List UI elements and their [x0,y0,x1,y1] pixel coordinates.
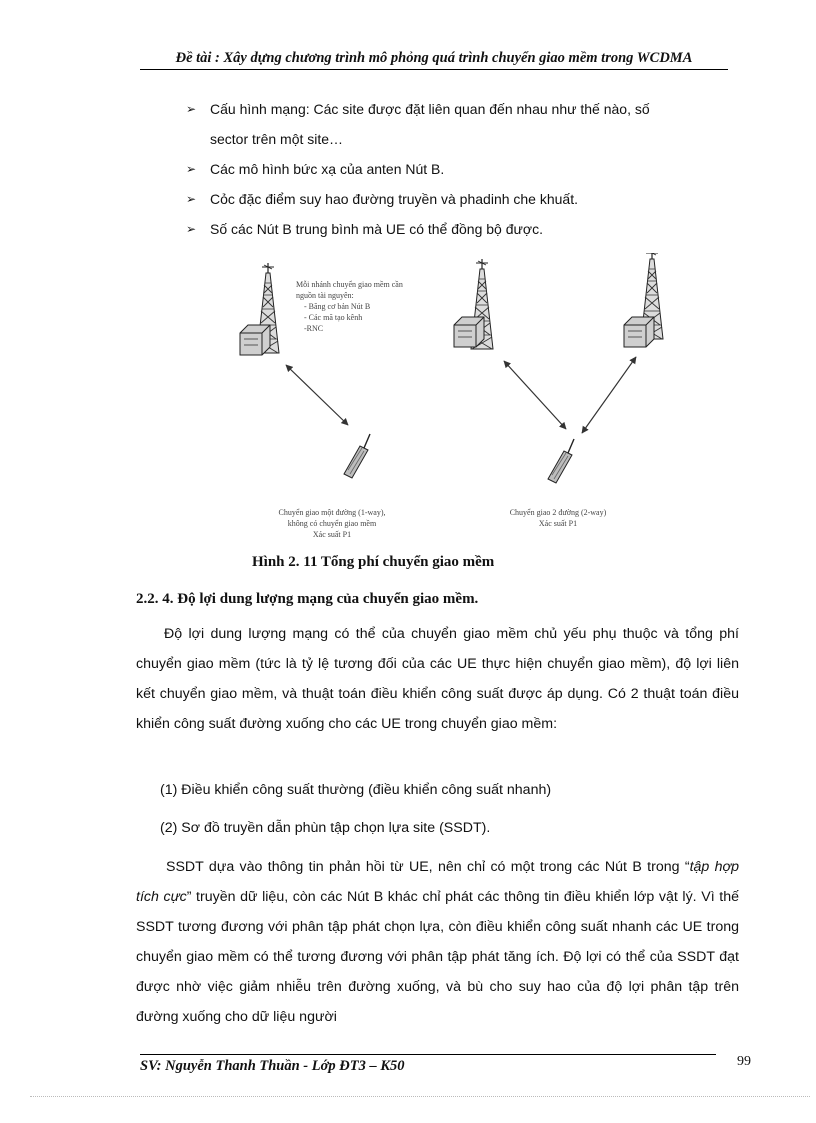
figure-illustration [232,253,672,553]
resource-note [296,280,403,333]
label-line: Chuyển giao 2 đường (2-way) [509,508,607,517]
radio-link-arrow [504,361,566,429]
list-item: (2) Sơ đồ truyền dẫn phùn tập chọn lựa site (SSDT). [160,820,491,836]
arrow-bullet-icon: ➢ [186,222,197,236]
bullet-text: Các mô hình bức xạ của anten Nút B. [210,161,445,177]
italic-term: tập hợp tích cực [136,859,739,905]
bullet-list [186,94,746,244]
soft-handover-figure [232,253,672,553]
radio-link-arrow [582,357,636,433]
bullet-text: Số các Nút B trung bình mà UE có thể đồng bộ được. [210,221,543,237]
bullet-text: Cấu hình mạng: Các site được đặt liên quan đến nhau như thế nào, số [210,101,650,117]
bullet-item [186,214,746,244]
mobile-phone-icon [344,434,370,478]
page-header-title: Đề tài : Xây dựng chương trình mô phỏng quá trình chuyển giao mềm trong WCDMA [175,50,693,66]
arrow-bullet-icon: ➢ [186,192,197,206]
header-rule [140,69,728,70]
arrow-bullet-icon: ➢ [186,162,197,176]
label-line: không có chuyển giao mềm [287,519,377,528]
note-line: Mỗi nhánh chuyển giao mềm cần [296,280,403,289]
section-heading: 2.2. 4. Độ lợi dung lượng mạng của chuyển giao mềm. [136,591,479,607]
bullet-text: Cỏc đặc điểm suy hao đường truyền và phadinh che khuất. [210,191,578,207]
bullet-text-continued: sector trên một site… [210,131,344,147]
paragraph-text: SSDT dựa vào thông tin phản hồi từ UE, nên chỉ có một trong các Nút B trong “ [166,859,690,875]
footer-author: SV: Nguyễn Thanh Thuần - Lớp ĐT3 – K50 [140,1058,405,1074]
equipment-cabinet-icon [624,317,654,347]
paragraph: Độ lợi dung lượng mạng có thể của chuyển giao mềm chủ yếu phụ thuộc và tổng phí chuyển giao mềm (tức là tỷ lệ tương đối của các UE thực hiện chuyển giao mềm), độ lợi liên kết chuyển giao mềm, và thuật toán điều khiển công suất được áp dụng. Có 2 thuật toán điều khiển công suất đường xuống cho các UE trong chuyển giao mềm: [136,626,739,732]
bullet-item [186,184,746,214]
footer-rule [140,1054,716,1055]
two-way-label [510,508,607,528]
one-way-label [279,508,386,539]
list-item: (1) Điều khiển công suất thường (điều khiển công suất nhanh) [160,782,552,798]
figure-caption: Hình 2. 11 Tổng phí chuyển giao mềm [252,554,495,570]
paragraph-text: ” truyền dữ liệu, còn các Nút B khác chỉ phát các thông tin điều khiển lớp vật lý. Vì thế SSDT tương đương với phân tập phát chọn lựa, còn điều khiển công suất nhanh các UE trong chuyển giao mềm có thể tương đương với phân tập phát tăng ích. Độ lợi có thể của SSDT đạt được nhờ việc giảm nhiễu trên đường xuống, và bù cho suy hao của độ lợi phân tập trên đường xuống cho dữ liệu người [136,889,739,1025]
arrow-bullet-icon: ➢ [186,102,197,116]
label-line: Chuyển giao một đường (1-way), [278,508,386,517]
bullet-item [186,154,746,184]
page-edge-dotted-line [30,1096,810,1097]
equipment-cabinet-icon [240,325,270,355]
label-line: Xác suất P1 [312,530,352,539]
label-line: Xác suất P1 [538,519,578,528]
note-line: - Các mã tạo kênh [304,313,363,322]
bullet-item [186,94,746,154]
page-number: 99 [737,1054,751,1069]
paragraph [136,852,739,1032]
note-line: - Băng cơ bản Nút B [304,302,371,311]
note-line: nguồn tài nguyên: [296,291,354,300]
radio-link-arrow [286,365,348,425]
note-line: -RNC [304,324,324,333]
mobile-phone-icon [548,439,574,483]
equipment-cabinet-icon [454,317,484,347]
